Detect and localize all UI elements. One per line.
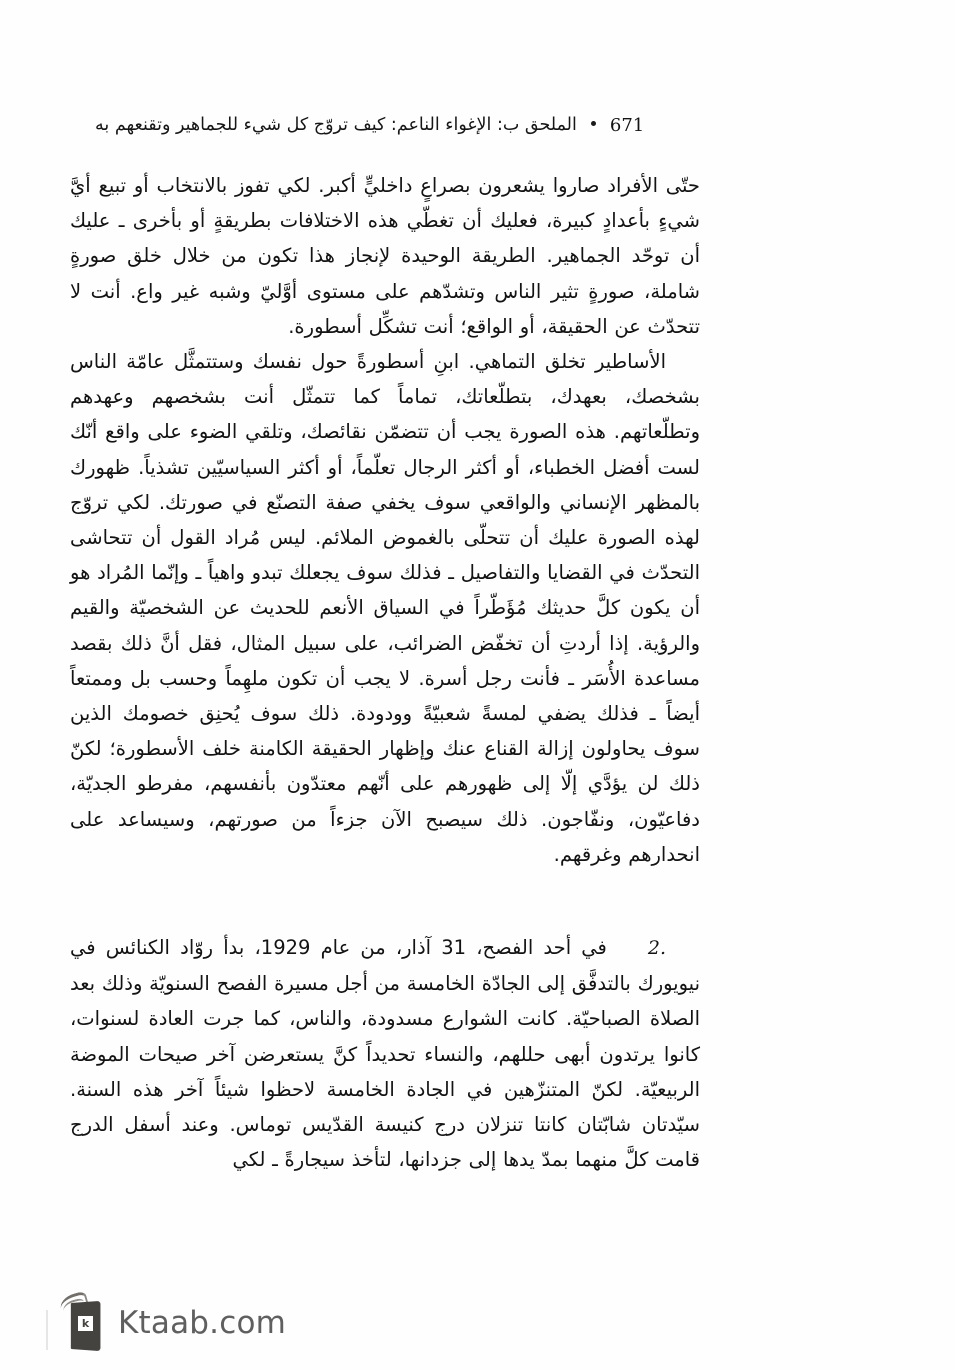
- watermark-brand-text: Ktaab.com: [118, 1305, 287, 1341]
- open-book-icon: [60, 1294, 106, 1352]
- numbered-item-2: [70, 930, 700, 1177]
- page-number: 671: [609, 114, 645, 136]
- item-number: 2.: [647, 937, 667, 960]
- site-watermark: [60, 1294, 286, 1352]
- paragraph-spacer: [70, 872, 700, 930]
- item-text: في أحد الفصح، 31 آذار، من عام 1929، بدأ روّاد الكنائس في نيويورك بالتدفَّق إلى الجادّة الخامسة من أجل مسيرة الفصح السنويّة وذلك بعد الصلاة الصباحيّة. كانت الشوارع مسدودة، والناس، كما جرت العادة لسنوات، كانوا يرتدون أبهى حللهم، والنساء تحديداً كنَّ يستعرضن آخر صيحات الموضة الربيعيّة. لكنّ المتنزّهين في الجادة الخامسة لاحظوا شيئاً آخر هذه السنة. سيّدتان شابّتان كانتا تنزلان درج كنيسة القدّيس توماس. وعند أسفل الدرج قامت كلَّ منهما بمدّ يدها إلى جزدانها، لتأخذ سيجارةً ـ لكي: [70, 936, 700, 1172]
- running-header: [0, 108, 955, 142]
- paragraph-2: الأساطير تخلق التماهي. ابنِ أسطورةً حول نفسك وستتمثَّل عامّة الناس بشخصك، بعهدك، بتطلّعاتك، تماماً كما تتمثّل أنت بشخصهم وعهدهم وتطلّعاتهم. هذه الصورة يجب أن تتضمّن نقائصك، وتلقي الضوء على واقع أنّك لست أفضل الخطباء، أو أكثر الرجال تعلّماً، أو أكثر السياسيّين تشذياً. ظهورك بالمظهر الإنساني والواقعي سوف يخفي صفة التصنّع في صورتك. لكي تروّج لهذه الصورة عليك أن تتحلّى بالغموض الملائم. ليس مُراد القول أن تتحاشى التحدّث في القضايا والتفاصيل ـ فذلك سوف يجعلك تبدو واهياً ـ وإنّما المُراد هو أن يكون كلَّ حديثك مُؤَطّراً في السياق الأنعم للحديث عن الشخصيّة والقيم والرؤية. إذا أردتِ أن تخفّض الضرائب، على سبيل المثال، فقل أنَّ ذلك بقصد مساعدة الأُسَر ـ فأنت رجل أسرة. لا يجب أن تكون ملهِماً وحسب بل وممتعاً أيضاً ـ فذلك يضفي لمسةً شعبيّةً وودودة. ذلك سوف يُحنِق خصومك الذين سوف يحاولون إزالة القناع عنك وإظهار الحقيقة الكامنة خلف الأسطورة؛ لكنّ ذلك لن يؤدَّي إلّا إلى ظهورهم على أنّهم معتدّون بأنفسهم، مفرطو الجديّة، دفاعيّون، ونفّاجون. ذلك سيصبح الآن جزءاً من صورتهم، وسيساعد على انحدارهم وغرقهم.: [70, 350, 700, 866]
- header-bullet-separator: [591, 121, 596, 126]
- paragraph-1: حتّى الأفراد صاروا يشعرون بصراعٍ داخليٍّ أكبر. لكي تفوز بالانتخاب أو تبيع أيَّ شيءٍ بأعدادٍ كبيرة، فعليك أن تغطّي هذه الاختلافات بطريقةٍ أو بأخرى ـ عليك أن توحّد الجماهير. الطريقة الوحيدة لإنجاز هذا تكون من خلال خلق صورةٍ شاملة، صورةٍ تثير الناس وتشدّهم على مستوى أوَّليّ وشبه غير واع. أنت لا تتحدّث عن الحقيقة، أو الواقع؛ أنت تشكِّل أسطورة.: [70, 174, 700, 338]
- text-column: [70, 168, 700, 1177]
- page-header-title: الملحق ب: الإغواء الناعم: كيف تروّج كل شيء للجماهير وتقنعهم به: [95, 115, 577, 135]
- page-edge-mark: [46, 1310, 48, 1350]
- book-logo-letter: k: [78, 1316, 93, 1331]
